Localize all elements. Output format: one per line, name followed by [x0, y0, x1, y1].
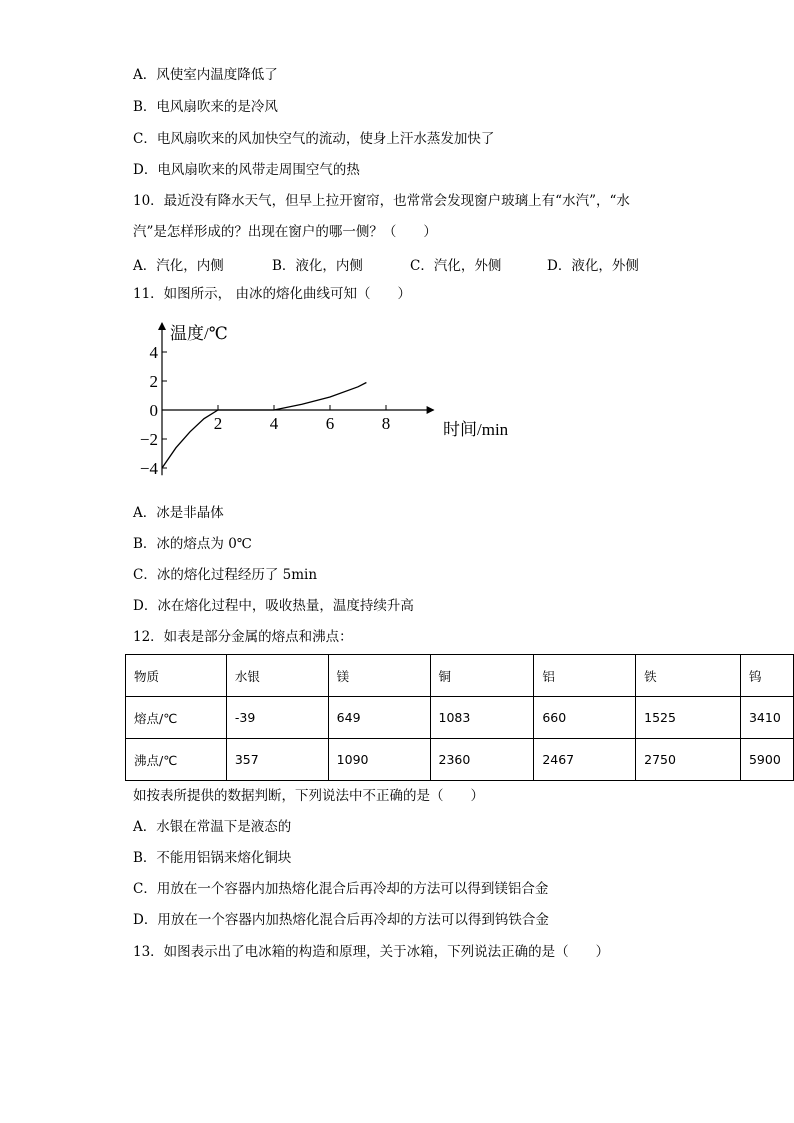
table-cell: 1083	[430, 697, 534, 739]
table-cell: 沸点/℃	[126, 739, 227, 781]
table-cell: 1090	[328, 739, 430, 781]
table-header-cell: 水银	[226, 655, 328, 697]
q10-option-a: A．汽化，内侧	[133, 258, 224, 274]
q9-option-b: B．电风扇吹来的是冷风	[133, 99, 278, 115]
table-row-melting-point	[126, 697, 794, 739]
x-axis-label: 时间/min	[443, 420, 509, 439]
q10-option-d: D．液化，外侧	[547, 258, 639, 274]
table-header-cell: 铝	[534, 655, 636, 697]
y-tick-label: −4	[140, 459, 158, 478]
table-cell: 3410	[740, 697, 793, 739]
q12-option-c: C．用放在一个容器内加热熔化混合后再冷却的方法可以得到镁铝合金	[133, 881, 549, 897]
q12-option-a: A．水银在常温下是液态的	[133, 819, 292, 835]
q11-option-a: A．冰是非晶体	[133, 505, 224, 521]
table-header-cell: 钨	[740, 655, 793, 697]
metal-properties-table	[125, 654, 794, 781]
table-cell: 2360	[430, 739, 534, 781]
q9-option-d: D．电风扇吹来的风带走周围空气的热	[133, 162, 360, 178]
y-tick-label: −2	[140, 430, 158, 449]
table-cell: -39	[226, 697, 328, 739]
table-header-row	[126, 655, 794, 697]
x-tick-label: 6	[325, 414, 335, 433]
melting-curve	[162, 383, 366, 469]
y-axis-label: 温度/℃	[170, 324, 228, 343]
table-cell: 2467	[534, 739, 636, 781]
table-header-cell: 铜	[430, 655, 534, 697]
table-header-cell: 镁	[328, 655, 430, 697]
y-tick-label: 0	[149, 401, 158, 420]
q12-question: 如按表所提供的数据判断，下列说法中不正确的是（ ）	[133, 788, 484, 804]
y-tick-label: 2	[149, 372, 158, 391]
q11-option-c: C．冰的熔化过程经历了 5min	[133, 567, 318, 583]
q13-stem: 13．如图表示出了电冰箱的构造和原理，关于冰箱，下列说法正确的是（ ）	[133, 944, 610, 960]
table-cell: 1525	[636, 697, 741, 739]
table-header-cell: 铁	[636, 655, 741, 697]
x-tick-label: 2	[213, 414, 223, 433]
q10-options	[133, 254, 773, 272]
q12-option-d: D．用放在一个容器内加热熔化混合后再冷却的方法可以得到钨铁合金	[133, 912, 549, 928]
ice-melting-graph	[140, 314, 530, 492]
table-header-cell: 物质	[126, 655, 227, 697]
table-cell: 5900	[740, 739, 793, 781]
q11-option-d: D．冰在熔化过程中，吸收热量，温度持续升高	[133, 598, 414, 614]
x-tick-label: 4	[269, 414, 279, 433]
q10-option-b: B．液化，内侧	[272, 258, 363, 274]
table-cell: 649	[328, 697, 430, 739]
x-tick-label: 8	[381, 414, 391, 433]
q9-option-c: C．电风扇吹来的风加快空气的流动，使身上汗水蒸发加快了	[133, 131, 495, 147]
q11-stem: 11．如图所示， 由冰的熔化曲线可知（ ）	[133, 286, 411, 302]
q10-stem-line-2: 汽”是怎样形成的？出现在窗户的哪一侧？（ ）	[133, 224, 437, 240]
table-cell: 660	[534, 697, 636, 739]
table-cell: 2750	[636, 739, 741, 781]
table-row-boiling-point	[126, 739, 794, 781]
q9-option-a: A．风使室内温度降低了	[133, 67, 278, 83]
q11-option-b: B．冰的熔点为 0℃	[133, 536, 252, 552]
table-cell: 357	[226, 739, 328, 781]
table-cell: 熔点/℃	[126, 697, 227, 739]
q10-stem-line-1: 10．最近没有降水天气，但早上拉开窗帘，也常常会发现窗户玻璃上有“水汽”，“水	[133, 193, 630, 209]
q12-stem: 12．如表是部分金属的熔点和沸点：	[133, 629, 353, 645]
q10-option-c: C．汽化，外侧	[410, 258, 502, 274]
y-tick-label: 4	[149, 343, 158, 362]
q12-option-b: B．不能用铝锅来熔化铜块	[133, 850, 292, 866]
